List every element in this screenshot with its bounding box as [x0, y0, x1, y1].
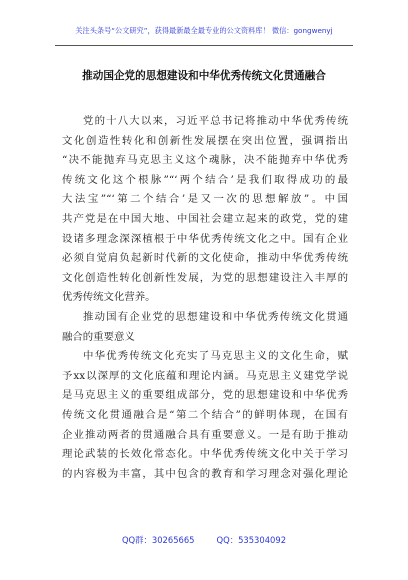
- body-line: 理论武装的长效化常态化。中华优秀传统文化中关于学习: [62, 448, 348, 461]
- header-divider: [55, 45, 353, 46]
- body-line: 党的十八大以来，习近平总书记将推动中华优秀传统: [83, 115, 348, 127]
- body-line: 传统文化这个根脉”“‘两个结合’是我们取得成功的最: [62, 173, 348, 186]
- body-line: 是马克思主义的重要组成部分，党的思想建设和中华优秀: [62, 389, 348, 402]
- body-line: 文化创造性转化和创新性发展摆在突出位置，强调指出: [62, 134, 348, 147]
- body-line: 予xx以深厚的文化底蕴和理论内涵。马克思主义建党学说: [62, 369, 348, 382]
- body-line: 中华优秀传统文化充实了马克思主义的文化生命，赋: [83, 350, 348, 363]
- footer-qq-group: QQ群：30265665: [121, 535, 195, 545]
- footer-contact: [0, 534, 408, 546]
- body-line: 必须自觉肩负起新时代新的文化使命，推动中华优秀传统: [62, 252, 348, 265]
- body-line: 的内容极为丰富，其中包含的教育和学习理念对强化理论: [62, 467, 348, 480]
- body-line: 传统文化贯通融合是“第二个结合”的鲜明体现，在国有: [62, 408, 348, 421]
- body-line: 共产党是在中国大地、中国社会建立起来的政党，党的建: [62, 212, 348, 225]
- body-line: 企业推动两者的贯通融合具有重要意义。一是有助于推动: [62, 428, 348, 441]
- body-line: 设诸多理念深深植根于中华优秀传统文化之中。国有企业: [62, 232, 348, 245]
- body-line: 优秀传统文化营养。: [62, 291, 156, 304]
- document-title: 推动国企党的思想建设和中华优秀传统文化贯通融合: [82, 70, 326, 82]
- body-line: 大法宝”“‘第二个结合’是又一次的思想解放”。中国: [62, 193, 348, 206]
- body-line: “决不能抛弃马克思主义这个魂脉，决不能抛弃中华优秀: [62, 154, 348, 167]
- section-heading-line: 融合的重要意义: [62, 330, 135, 343]
- section-heading-line: 推动国有企业党的思想建设和中华优秀传统文化贯通: [83, 310, 348, 323]
- document-body: [62, 112, 348, 484]
- header-notice: 关注头条号“公文研究”，获得最新最全最专业的公文资料库！ 微信：gongwenyj: [75, 26, 333, 35]
- body-line: 文化创造性转化创新性发展，为党的思想建设注入丰厚的: [62, 271, 348, 284]
- footer-qq: QQ：535304092: [216, 535, 287, 545]
